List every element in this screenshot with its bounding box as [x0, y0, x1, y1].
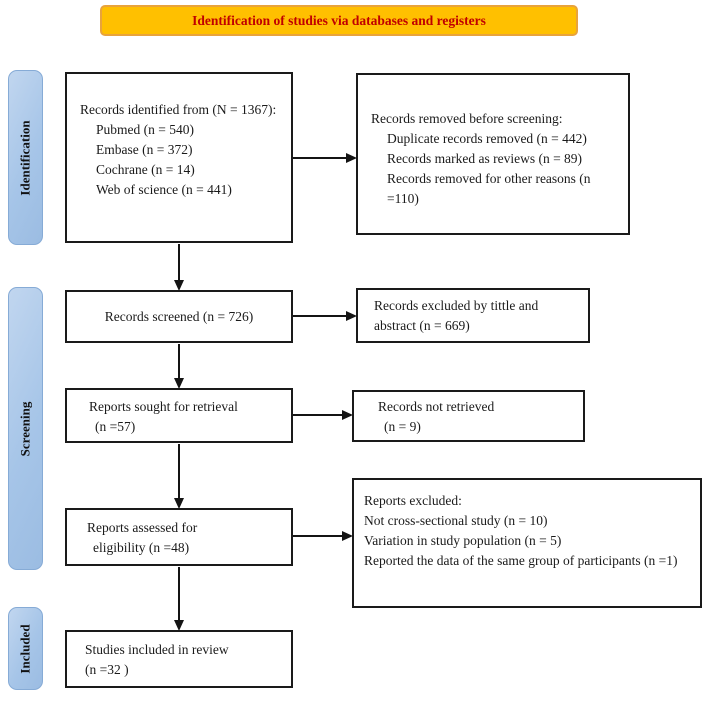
- records-identified-item: Embase (n = 372): [96, 142, 193, 157]
- stage-included: [8, 607, 43, 690]
- arrow-assessed-to-reports-excluded: [293, 531, 353, 541]
- reports-excluded-intro: Reports excluded:: [364, 493, 462, 508]
- arrow-assessed-to-included: [174, 567, 184, 631]
- stage-identification-label: Identification: [17, 119, 33, 196]
- box-reports-assessed: [65, 508, 293, 566]
- stage-screening: [8, 287, 43, 570]
- box-reports-sought: [65, 388, 293, 443]
- records-identified-item: Web of science (n = 441): [96, 182, 232, 197]
- banner-title: Identification of studies via databases and registers: [100, 5, 578, 36]
- box-records-identified: [65, 72, 293, 243]
- stage-screening-label: Screening: [17, 401, 33, 456]
- arrow-sought-to-assessed: [174, 444, 184, 509]
- reports-sought-count: (n =57): [95, 419, 136, 434]
- reports-assessed-count: eligibility (n =48): [93, 540, 190, 555]
- records-not-retrieved-line: Records not retrieved: [378, 399, 495, 414]
- studies-included-count: (n =32 ): [85, 662, 129, 677]
- records-removed-item: Duplicate records removed (n = 442): [387, 131, 587, 146]
- reports-excluded-item: Reported the data of the same group of participants (n =1): [364, 553, 678, 568]
- records-screened-text: Records screened (n = 726): [104, 308, 254, 324]
- reports-excluded-item: Not cross-sectional study (n = 10): [364, 513, 548, 528]
- box-records-screened: [65, 290, 293, 343]
- records-identified-intro: Records identified from (N = 1367):: [80, 102, 277, 117]
- box-records-excluded-title-abstract: [356, 288, 590, 343]
- stage-included-label: Included: [17, 623, 33, 674]
- arrow-screened-to-excluded: [293, 311, 357, 321]
- box-records-removed: [356, 73, 630, 235]
- records-not-retrieved-count: (n = 9): [384, 419, 421, 434]
- reports-excluded-item: Variation in study population (n = 5): [364, 533, 562, 548]
- studies-included-line: Studies included in review: [85, 642, 229, 657]
- arrow-identified-to-screened: [174, 244, 184, 291]
- box-records-not-retrieved: [352, 390, 585, 442]
- records-identified-item: Pubmed (n = 540): [96, 122, 194, 137]
- records-removed-item: Records removed for other reasons (n =110): [387, 171, 591, 206]
- arrow-screened-to-sought: [174, 344, 184, 389]
- records-excluded-text: Records excluded by tittle and abstract (n = 669): [374, 298, 539, 333]
- records-removed-item: Records marked as reviews (n = 89): [387, 151, 583, 166]
- records-removed-intro: Records removed before screening:: [371, 111, 563, 126]
- reports-sought-line: Reports sought for retrieval: [89, 399, 238, 414]
- reports-assessed-line: Reports assessed for: [87, 520, 198, 535]
- box-reports-excluded: [352, 478, 702, 608]
- stage-identification: [8, 70, 43, 245]
- box-studies-included: [65, 630, 293, 688]
- arrow-sought-to-not-retrieved: [293, 410, 353, 420]
- records-identified-item: Cochrane (n = 14): [96, 162, 195, 177]
- arrow-identified-to-removed: [293, 153, 357, 163]
